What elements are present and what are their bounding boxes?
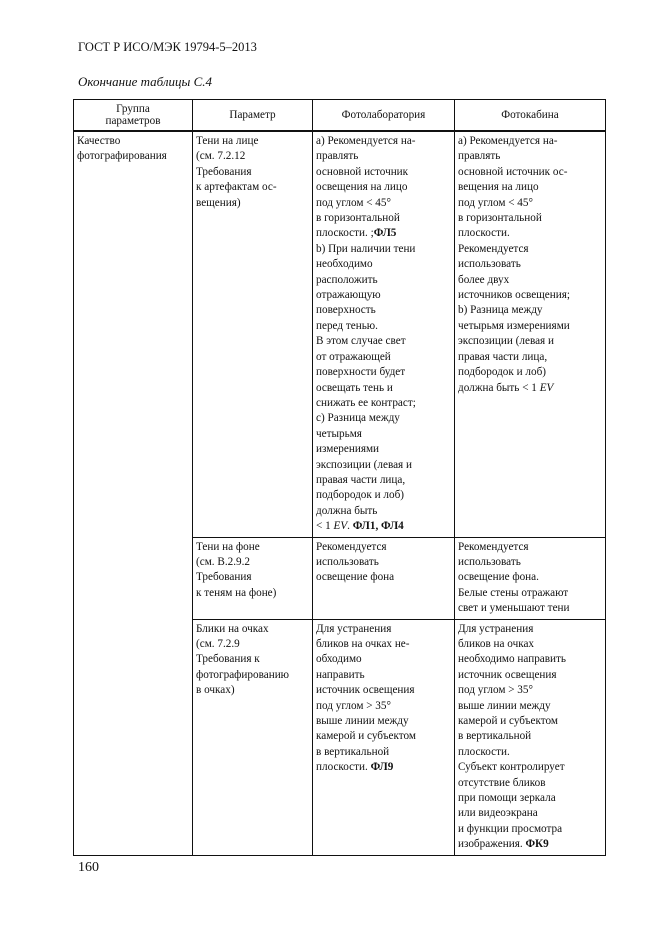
header-line: параметров [105, 115, 161, 127]
text-run: экспозиции (левая и [316, 458, 412, 471]
cell-text-line: вещения) [196, 196, 241, 209]
photolab-cell [313, 537, 455, 619]
text-run: выше линии между [458, 699, 551, 712]
text-run: освещение фона [316, 571, 395, 584]
cell-text-line [316, 149, 451, 164]
cell-text-line [458, 776, 602, 791]
text-run: использовать [458, 555, 521, 568]
cell-text-line: в очках) [196, 684, 235, 697]
cell-text-line [458, 303, 602, 318]
cell-text-line [458, 570, 602, 585]
text-run: вещения на лицо [458, 181, 539, 194]
text-run: ; [370, 227, 374, 240]
cell-text-line [458, 760, 602, 775]
cell-text-line [458, 601, 602, 616]
text-run: Рекомендуется [316, 540, 387, 553]
cell-text-line [316, 427, 451, 442]
cell-text-line [316, 319, 451, 334]
cell-text-line [458, 837, 602, 852]
table-header-row [74, 100, 606, 132]
cell-text-line [458, 555, 602, 570]
text-run: четырьмя измерениями [458, 319, 570, 332]
cell-text-line [316, 242, 451, 257]
cell-text-line [458, 180, 602, 195]
cell-text-line [316, 637, 451, 652]
text-run: использовать [316, 555, 379, 568]
cell-text-line [316, 226, 451, 241]
cell-text-line: Тени на лице [196, 135, 259, 147]
text-run: выше линии между [316, 715, 409, 728]
cell-text-line [458, 350, 602, 365]
text-run: более двух [458, 273, 510, 286]
group-cell [74, 131, 193, 855]
text-run: расположить [316, 273, 378, 286]
text-run: с) Разница между [316, 412, 400, 425]
text-run: Для устранения [458, 622, 534, 635]
text-run: правая части лица, [316, 473, 406, 486]
cell-text-line [316, 365, 451, 380]
column-header-photobooth: Фотокабина [455, 100, 606, 132]
column-header-parameter: Параметр [193, 100, 313, 132]
text-run: необходимо направить [458, 653, 567, 666]
text-run: бликов на очках [458, 638, 535, 650]
cell-text-line [458, 226, 602, 241]
cell-text-line [316, 442, 451, 457]
cell-text-line: фотографированию [196, 668, 290, 681]
column-header-photolab: Фотолаборатория [313, 100, 455, 132]
cell-text-line [316, 683, 451, 698]
text-run: свет и уменьшают тени [458, 602, 570, 615]
parameter-cell [193, 131, 313, 537]
text-run: камерой и субъектом [458, 715, 558, 728]
text-run: источник освещения [458, 668, 557, 681]
text-run: изображения. [458, 838, 526, 851]
text-run: плоскости. [458, 745, 510, 758]
cell-text-line [316, 334, 451, 349]
text-run: отсутствие бликов [458, 776, 546, 789]
cell-text-line [458, 540, 602, 555]
text-run: отражающую [316, 289, 381, 302]
text-run: при помощи зеркала [458, 792, 556, 805]
cell-text-line [458, 334, 602, 349]
cell-text-line [316, 652, 451, 667]
cell-text-line [316, 211, 451, 226]
cell-text-line [316, 504, 451, 519]
text-run: экспозиции (левая и [458, 335, 554, 348]
text-run: четырьмя [316, 427, 362, 440]
text-run: обходимо [316, 653, 362, 666]
cell-text-line [316, 273, 451, 288]
text-run: в горизонтальной [458, 212, 542, 225]
cell-text-line: Качество [77, 135, 121, 147]
text-run: под углом < 45° [458, 196, 533, 209]
cell-text-line [316, 488, 451, 503]
text-run: Рекомендуется [458, 540, 529, 553]
cell-text-line [316, 288, 451, 303]
cell-text-line [458, 242, 602, 257]
cell-text-line [316, 350, 451, 365]
text-run: плоскости. [316, 761, 371, 774]
text-run: плоскости. [458, 227, 510, 240]
italic-unit: EV [539, 381, 554, 394]
text-run: подбородок и лоб) [316, 489, 404, 502]
text-run: в вертикальной [316, 745, 390, 758]
parameters-table [73, 99, 606, 856]
photobooth-cell [455, 619, 606, 855]
cell-text-line [316, 134, 451, 149]
text-run: необходимо [316, 258, 373, 271]
cell-text-line [316, 729, 451, 744]
text-run: измерениями [316, 443, 380, 456]
cell-text-line [316, 570, 451, 585]
cell-text-line [316, 396, 451, 411]
cell-text-line: (см. В.2.9.2 [196, 555, 250, 568]
cell-text-line [458, 791, 602, 806]
text-run: Белые стены отражают [458, 586, 569, 599]
cell-text-line [316, 381, 451, 396]
cell-text-line [316, 745, 451, 760]
cell-text-line [458, 211, 602, 226]
cell-text-line: (см. 7.2.12 [196, 150, 246, 163]
text-run: под углом > 35° [316, 699, 391, 712]
text-run: b) Разница между [458, 304, 543, 317]
cell-text-line [458, 729, 602, 744]
text-run: Рекомендуется [458, 242, 529, 255]
cell-text-line [316, 473, 451, 488]
reference-code: ФЛ1, ФЛ4 [352, 520, 404, 533]
cell-text-line [316, 540, 451, 555]
text-run: источник освещения [316, 684, 415, 697]
text-run: использовать [458, 258, 521, 271]
photolab-cell [313, 619, 455, 855]
text-run: . [347, 520, 353, 533]
cell-text-line [458, 806, 602, 821]
reference-code: ФЛ9 [370, 761, 394, 774]
text-run: под углом > 35° [458, 684, 533, 697]
photobooth-cell [455, 131, 606, 537]
text-run: камерой и субъектом [316, 730, 416, 743]
text-run: под углом < 45° [316, 196, 391, 209]
document-header: ГОСТ Р ИСО/МЭК 19794-5–2013 [78, 40, 257, 54]
cell-text-line [458, 822, 602, 837]
cell-text-line [458, 637, 602, 652]
cell-text-line [458, 586, 602, 601]
cell-text-line [458, 273, 602, 288]
reference-code: ФЛ5 [373, 227, 397, 240]
parameter-cell [193, 537, 313, 619]
text-run: и функции просмотра [458, 822, 563, 835]
text-run: должна быть < 1 [458, 381, 540, 394]
text-run: b) При наличии тени [316, 242, 416, 255]
text-run: в вертикальной [458, 730, 532, 743]
cell-text-line [458, 257, 602, 272]
parameter-cell [193, 619, 313, 855]
cell-text-line [458, 622, 602, 637]
text-run: освещения на лицо [316, 181, 408, 194]
cell-text-line [458, 196, 602, 211]
page-number: 160 [78, 860, 99, 875]
text-run: источников освещения; [458, 289, 570, 302]
text-run: правлять [316, 150, 359, 163]
cell-text-line: фотографирования [77, 150, 167, 163]
text-run: плоскости. [316, 227, 371, 240]
text-run: основной источник ос- [458, 165, 568, 178]
text-run: правая части лица, [458, 350, 548, 363]
text-run: а) Рекомендуется на- [458, 135, 558, 147]
cell-text-line [458, 288, 602, 303]
cell-text-line [458, 699, 602, 714]
cell-text-line: Тени на фоне [196, 540, 260, 553]
text-run: В этом случае свет [316, 335, 406, 348]
cell-text-line [316, 714, 451, 729]
text-run: должна быть [316, 504, 378, 517]
cell-text-line [458, 745, 602, 760]
cell-text-line [316, 760, 451, 775]
column-header-group [74, 100, 193, 132]
text-run: поверхности будет [316, 366, 406, 379]
cell-text-line [458, 714, 602, 729]
cell-text-line [316, 303, 451, 318]
cell-text-line [458, 381, 602, 396]
cell-text-line [458, 365, 602, 380]
cell-text-line: к артефактам ос- [196, 181, 277, 194]
cell-text-line [316, 257, 451, 272]
cell-text-line: (см. 7.2.9 [196, 638, 240, 650]
cell-text-line [316, 519, 451, 534]
text-run: перед тенью. [316, 319, 378, 332]
cell-text-line [458, 652, 602, 667]
cell-text-line [458, 134, 602, 149]
text-run: в горизонтальной [316, 212, 400, 225]
text-run: поверхность [316, 304, 376, 317]
cell-text-line [458, 668, 602, 683]
text-run: или видеоэкрана [458, 807, 538, 820]
cell-text-line [458, 683, 602, 698]
cell-text-line: Требования [196, 165, 252, 178]
cell-text-line [316, 458, 451, 473]
cell-text-line: Блики на очках [196, 622, 269, 635]
italic-unit: EV [333, 520, 348, 533]
header-line: Группа [116, 103, 150, 115]
text-run: направить [316, 668, 365, 681]
cell-text-line [316, 196, 451, 211]
text-run: освещать тень и [316, 381, 393, 394]
cell-text-line [458, 165, 602, 180]
photolab-cell [313, 131, 455, 537]
cell-text-line [316, 180, 451, 195]
text-run: освещение фона. [458, 571, 539, 584]
cell-text-line: к теням на фоне) [196, 586, 277, 599]
cell-text-line [316, 411, 451, 426]
photobooth-cell [455, 537, 606, 619]
cell-text-line [316, 622, 451, 637]
text-run: правлять [458, 150, 501, 163]
text-run: Субъект контролирует [458, 761, 565, 774]
text-run: снижать ее контраст; [316, 396, 416, 409]
text-run: < 1 [316, 520, 334, 533]
cell-text-line: Требования к [196, 653, 260, 666]
cell-text-line [316, 555, 451, 570]
text-run: а) Рекомендуется на- [316, 135, 416, 147]
text-run: основной источник [316, 165, 409, 178]
table-caption: Окончание таблицы С.4 [78, 74, 212, 89]
cell-text-line [458, 149, 602, 164]
table-row [74, 131, 606, 537]
reference-code: ФК9 [525, 838, 549, 851]
cell-text-line [458, 319, 602, 334]
text-run: подбородок и лоб) [458, 366, 546, 379]
cell-text-line [316, 165, 451, 180]
text-run: от отражающей [316, 350, 391, 363]
cell-text-line: Требования [196, 571, 252, 584]
text-run: бликов на очках не- [316, 638, 410, 650]
cell-text-line [316, 668, 451, 683]
cell-text-line [316, 699, 451, 714]
text-run: Для устранения [316, 622, 392, 635]
